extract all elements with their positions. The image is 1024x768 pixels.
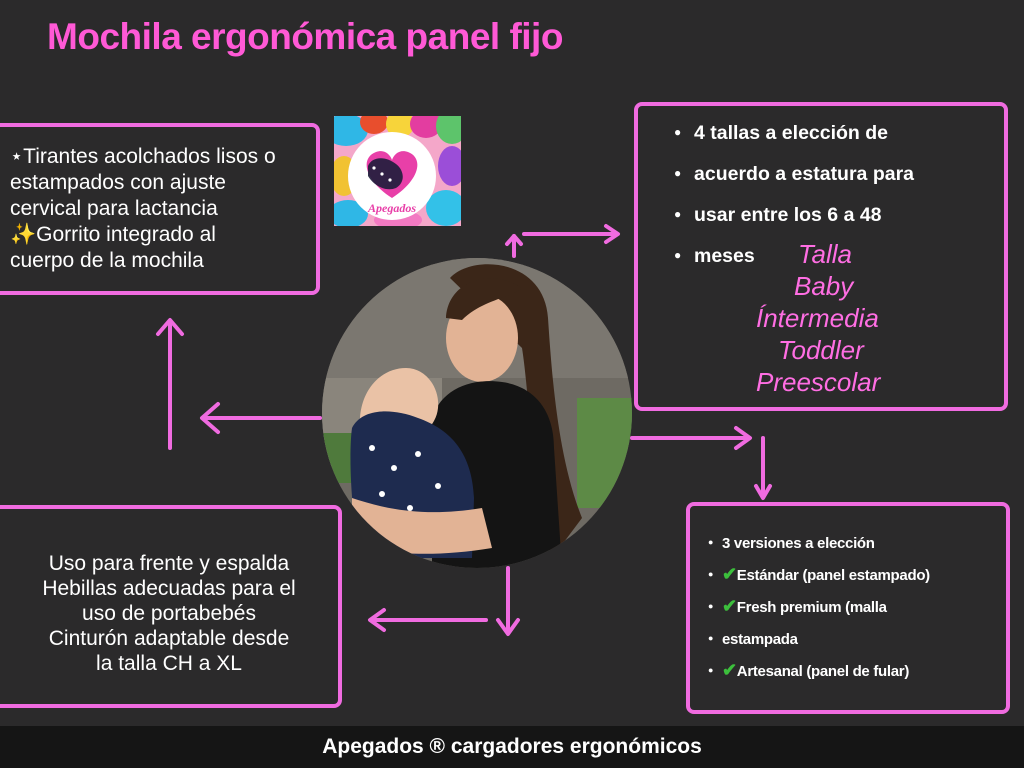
arrow-up-left-icon: [158, 320, 182, 448]
list-item: ● meses: [694, 241, 994, 282]
features-line: ✨Gorrito integrado al: [10, 223, 216, 246]
logo-text: Apegados: [368, 201, 416, 215]
usage-line: la talla CH a XL: [96, 652, 242, 675]
list-item: ● usar entre los 6 a 48: [694, 200, 994, 241]
usage-line: Hebillas adecuadas para el: [42, 577, 296, 600]
features-line: cuerpo de la mochila: [10, 249, 204, 272]
list-item: ● 4 tallas a elección de: [694, 118, 994, 159]
version-text: Artesanal (panel de fular): [736, 663, 910, 680]
size-name: Toddler: [778, 335, 864, 365]
features-line: ⋆Tirantes acolchados lisos o: [10, 145, 276, 168]
check-icon: ✔: [722, 596, 737, 616]
features-line: cervical para lactancia: [10, 197, 218, 220]
size-name: Baby: [794, 271, 854, 301]
page-title: Mochila ergonómica panel fijo: [47, 16, 563, 57]
footer-text: Apegados ® cargadores ergonómicos: [322, 735, 702, 758]
size-name: Íntermedia: [756, 303, 879, 333]
size-name: Talla: [798, 239, 852, 269]
arrow-right-top-icon: [524, 226, 618, 242]
usage-line: uso de portabebés: [82, 602, 256, 625]
arrow-left-bottom-icon: [370, 610, 486, 630]
version-text: Fresh premium (malla: [736, 599, 887, 616]
arrow-right-middle-icon: [632, 428, 750, 448]
features-line: estampados con ajuste: [10, 171, 226, 194]
check-icon: ✔: [722, 564, 737, 584]
check-icon: ✔: [722, 660, 737, 680]
usage-line: Uso para frente y espalda: [48, 552, 290, 575]
version-text: estampada: [722, 631, 798, 648]
size-name: Preescolar: [756, 367, 881, 397]
version-text: 3 versiones a elección: [722, 535, 875, 552]
usage-line: Cinturón adaptable desde: [48, 627, 290, 650]
arrow-down-right-icon: [756, 438, 770, 498]
list-item: ● acuerdo a estatura para: [694, 159, 994, 200]
arrow-left-icon: [202, 404, 320, 432]
arrow-down-center-icon: [498, 568, 518, 634]
arrow-up-small-icon: [507, 236, 521, 256]
version-text: Estándar (panel estampado): [736, 567, 930, 584]
footer-bar: [0, 726, 1024, 768]
